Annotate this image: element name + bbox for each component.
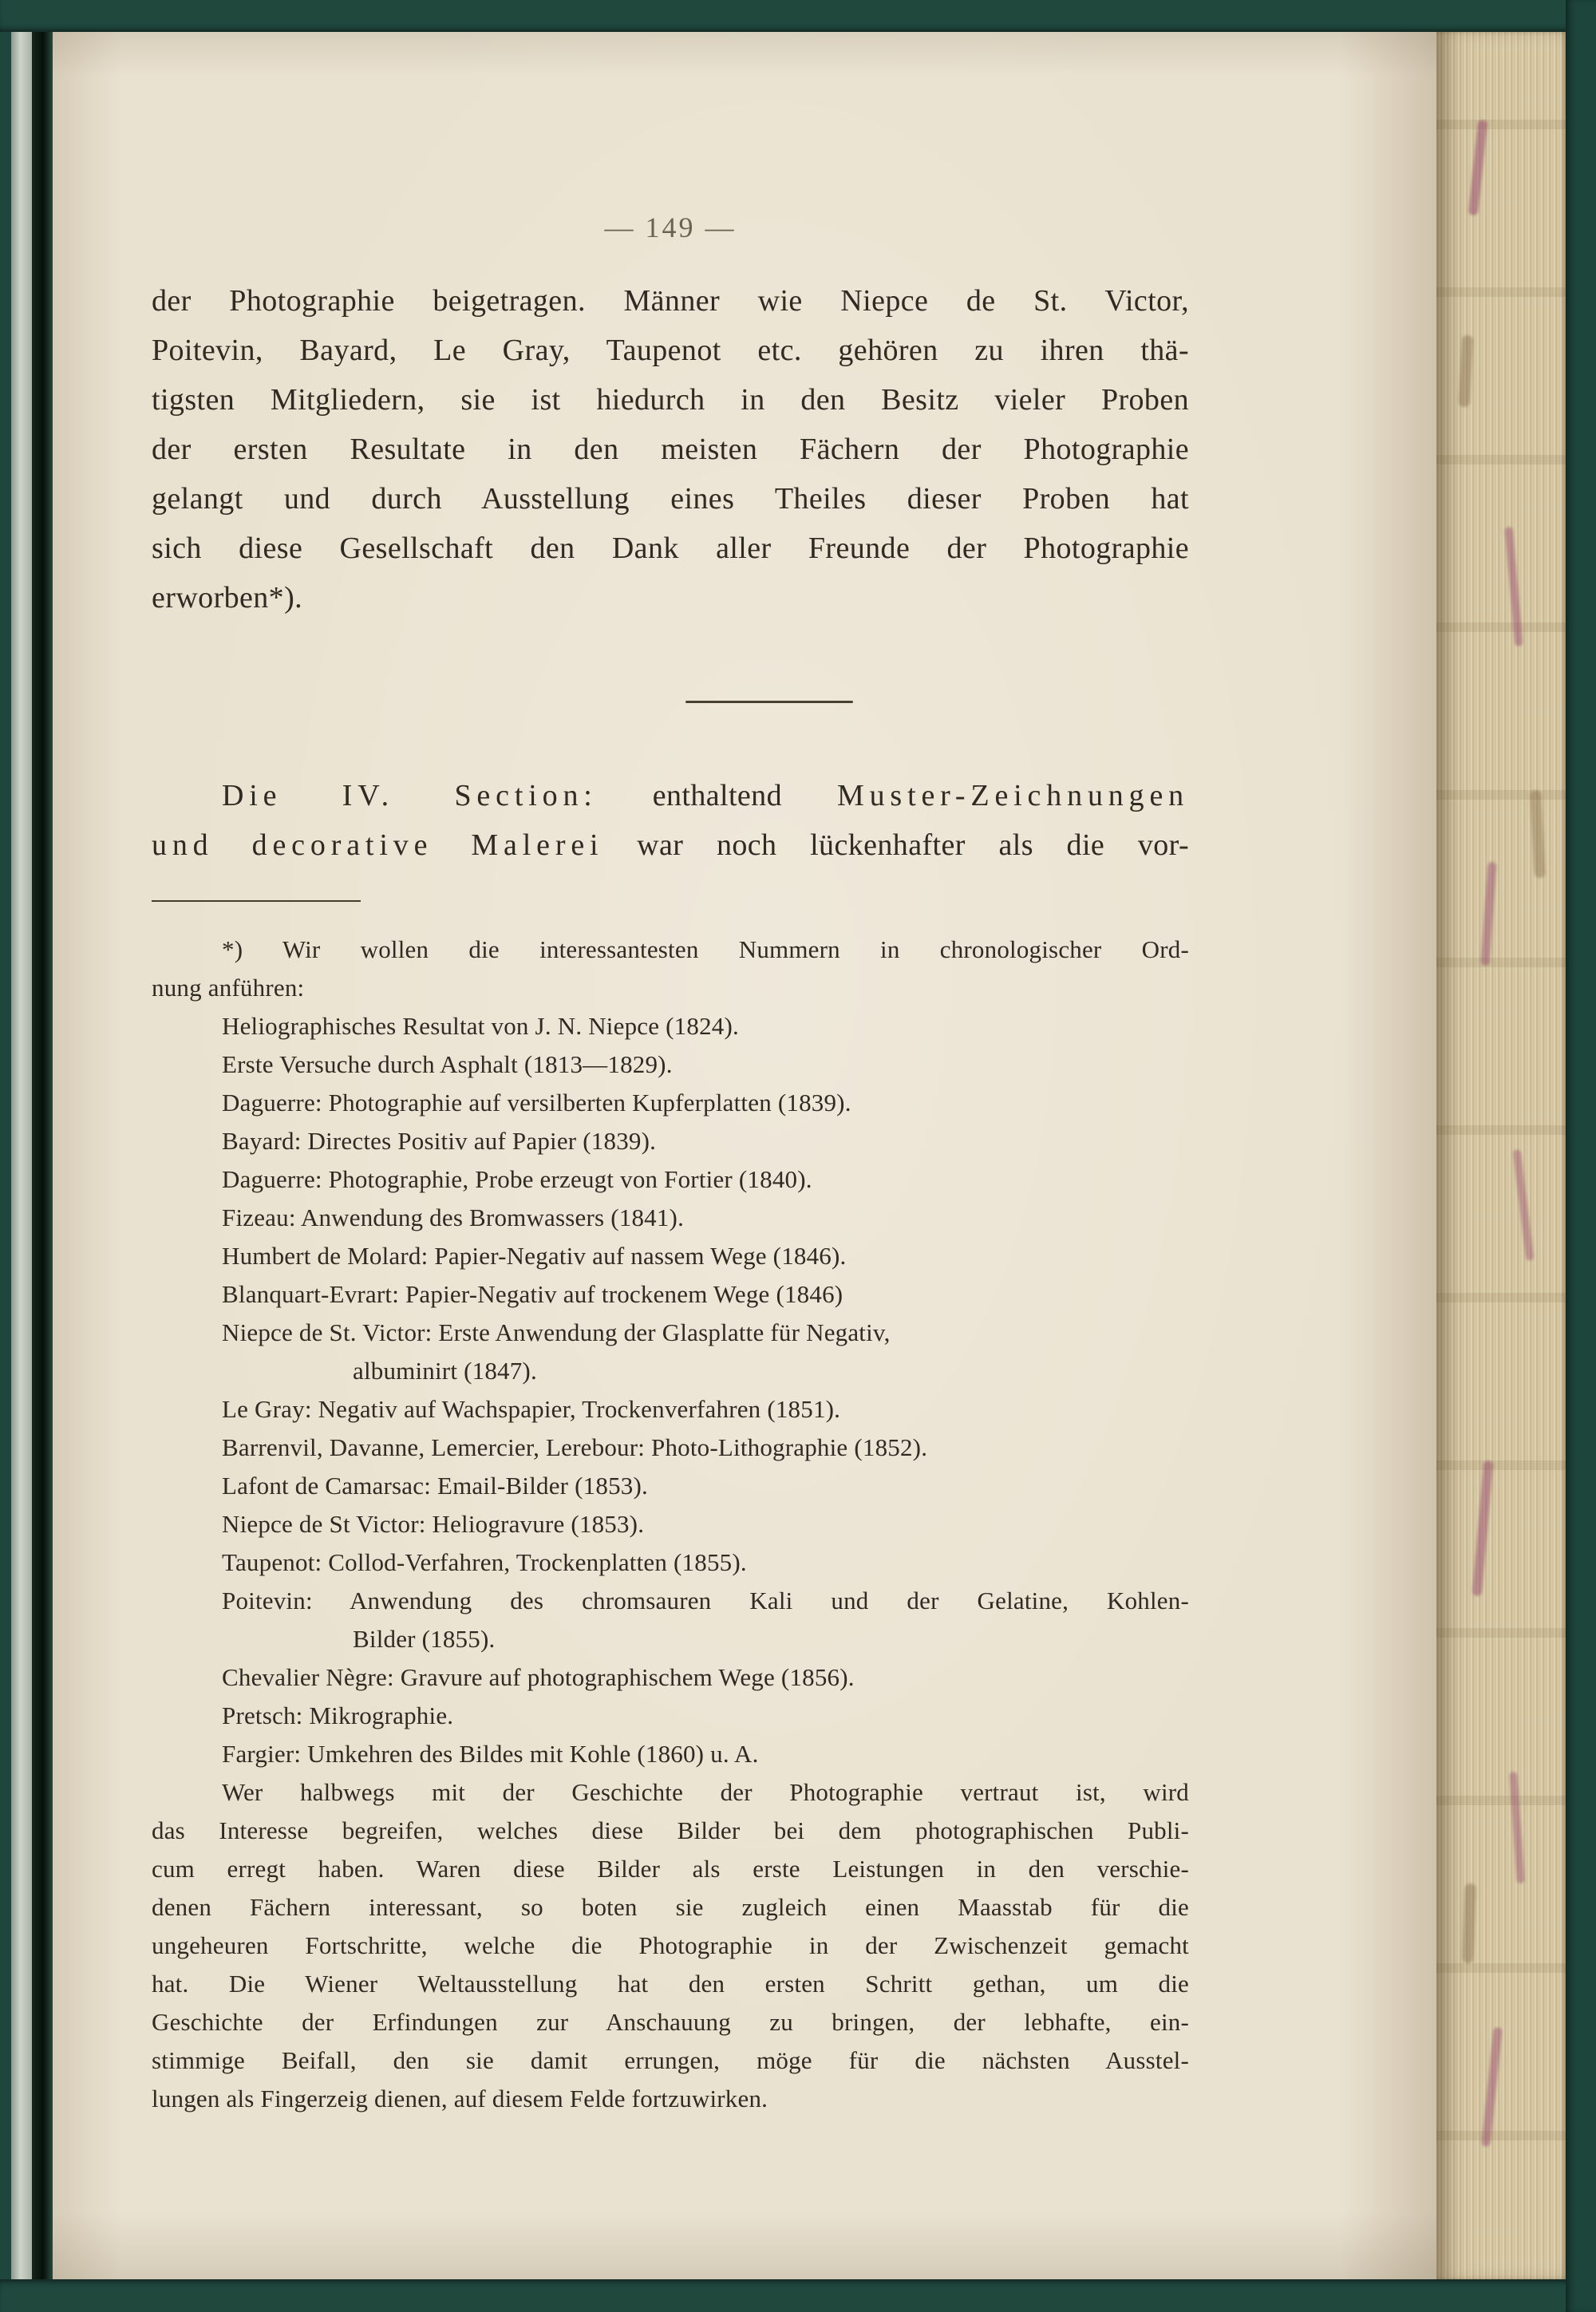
spine-stripe: [11, 0, 32, 2312]
footnote-line: Fargier: Umkehren des Bildes mit Kohle (1860) u. A.: [222, 1740, 759, 1768]
edge-mark: [1480, 862, 1496, 966]
edge-smudge: [1462, 1883, 1476, 1963]
book-cover-top: [0, 0, 1596, 32]
section-heading-spaced: Muster-Zeichnungen: [836, 779, 1189, 812]
text-span: enthaltend: [597, 779, 837, 812]
text-line: der Photographie beigetragen. Männer wie Niepce de St. Victor,: [152, 284, 1189, 318]
footnote-line: Bayard: Directes Positiv auf Papier (1839).: [222, 1127, 657, 1155]
page-stack-fore-edge: [1436, 32, 1566, 2279]
text-line: [152, 771, 1189, 820]
footnote-line: *) Wir wollen die interessantesten Nummern in chronologischer Ord-: [222, 935, 1189, 963]
book-page: [53, 32, 1436, 2279]
footnote-line: Humbert de Molard: Papier-Negativ auf nassem Wege (1846).: [222, 1242, 847, 1270]
footnote: [152, 931, 1189, 2118]
footnote-line: albuminirt (1847).: [353, 1357, 537, 1385]
footnote-line: Heliographisches Resultat von J. N. Niepce (1824).: [222, 1012, 739, 1040]
text-span: war noch lückenhafter als die vor-: [603, 828, 1189, 862]
footnote-line: stimmige Beifall, den sie damit errungen, möge für die nächsten Ausstel-: [152, 2046, 1189, 2074]
section-heading-spaced: Die IV. Section:: [222, 779, 598, 812]
text-line: Poitevin, Bayard, Le Gray, Taupenot etc. gehören zu ihren thä-: [152, 334, 1189, 367]
footnote-line: Lafont de Camarsac: Email-Bilder (1853).: [222, 1472, 648, 1500]
edge-mark: [1504, 527, 1523, 646]
footnote-line: Fizeau: Anwendung des Bromwassers (1841).: [222, 1203, 685, 1231]
book-cover-bottom: [0, 2279, 1596, 2312]
footnote-line: Geschichte der Erfindungen zur Anschauung zu bringen, der lebhafte, ein-: [152, 2008, 1189, 2036]
footnote-line: Daguerre: Photographie, Probe erzeugt von Fortier (1840).: [222, 1165, 812, 1193]
footnote-line: hat. Die Wiener Weltausstellung hat den ersten Schritt gethan, um die: [152, 1970, 1189, 1998]
text-line: gelangt und durch Ausstellung eines Theiles dieser Proben hat: [152, 482, 1189, 516]
footnote-line: Barrenvil, Davanne, Lemercier, Lerebour: Photo-Lithographie (1852).: [222, 1433, 928, 1461]
edge-mark: [1472, 1460, 1494, 1596]
section-paragraph: [152, 771, 1189, 870]
footnote-line: Daguerre: Photographie auf versilberten Kupferplatten (1839).: [222, 1089, 851, 1116]
footnote-line: denen Fächern interessant, so boten sie zugleich einen Maasstab für die: [152, 1893, 1189, 1921]
text-line: sich diese Gesellschaft den Dank aller Freunde der Photographie: [152, 532, 1189, 565]
text-line: der ersten Resultate in den meisten Fächern der Photographie: [152, 433, 1189, 466]
text-line: tigsten Mitgliedern, sie ist hiedurch in den Besitz vieler Proben: [152, 383, 1189, 417]
spine-shadow: [32, 0, 53, 2312]
text-line: erworben*).: [152, 581, 303, 615]
edge-mark: [1513, 1149, 1535, 1261]
footnote-line: Chevalier Nègre: Gravure auf photographischem Wege (1856).: [222, 1663, 855, 1691]
section-divider-rule: [685, 701, 853, 703]
book-cover-right: [1566, 0, 1596, 2312]
footnote-line: Bilder (1855).: [353, 1625, 496, 1653]
footnote-line: Le Gray: Negativ auf Wachspapier, Trockenverfahren (1851).: [222, 1395, 841, 1423]
edge-smudge: [1530, 790, 1546, 879]
footnote-line: das Interesse begreifen, welches diese Bilder bei dem photographischen Publi-: [152, 1816, 1189, 1844]
footnote-line: Niepce de St Victor: Heliogravure (1853).: [222, 1510, 645, 1538]
edge-mark: [1481, 2027, 1503, 2147]
body-paragraph: [152, 276, 1189, 622]
footnote-rule: [152, 900, 361, 902]
page-number: — 149 —: [604, 211, 737, 243]
footnote-line: Erste Versuche durch Asphalt (1813—1829).: [222, 1050, 673, 1078]
footnote-line: Wer halbwegs mit der Geschichte der Photographie vertraut ist, wird: [222, 1778, 1189, 1806]
edge-mark: [1468, 120, 1487, 216]
footnote-line: ungeheuren Fortschritte, welche die Photographie in der Zwischenzeit gemacht: [152, 1931, 1189, 1959]
footnote-line: lungen als Fingerzeig dienen, auf diesem Felde fortzuwirken.: [152, 2085, 768, 2112]
footnote-line: cum erregt haben. Waren diese Bilder als erste Leistungen in den verschie-: [152, 1855, 1189, 1883]
edge-smudge: [1459, 335, 1474, 408]
edge-mark: [1509, 1772, 1525, 1883]
footnote-line: Poitevin: Anwendung des chromsauren Kali und der Gelatine, Kohlen-: [222, 1587, 1189, 1614]
footnote-line: Pretsch: Mikrographie.: [222, 1701, 454, 1729]
text-line: [152, 820, 1189, 870]
footnote-line: Taupenot: Collod-Verfahren, Trockenplatten (1855).: [222, 1548, 747, 1576]
section-heading-spaced: und decorative Malerei: [152, 828, 604, 862]
footnote-line: Niepce de St. Victor: Erste Anwendung der Glasplatte für Negativ,: [222, 1318, 891, 1346]
footnote-line: nung anführen:: [152, 974, 305, 1002]
footnote-line: Blanquart-Evrart: Papier-Negativ auf trockenem Wege (1846): [222, 1280, 843, 1308]
